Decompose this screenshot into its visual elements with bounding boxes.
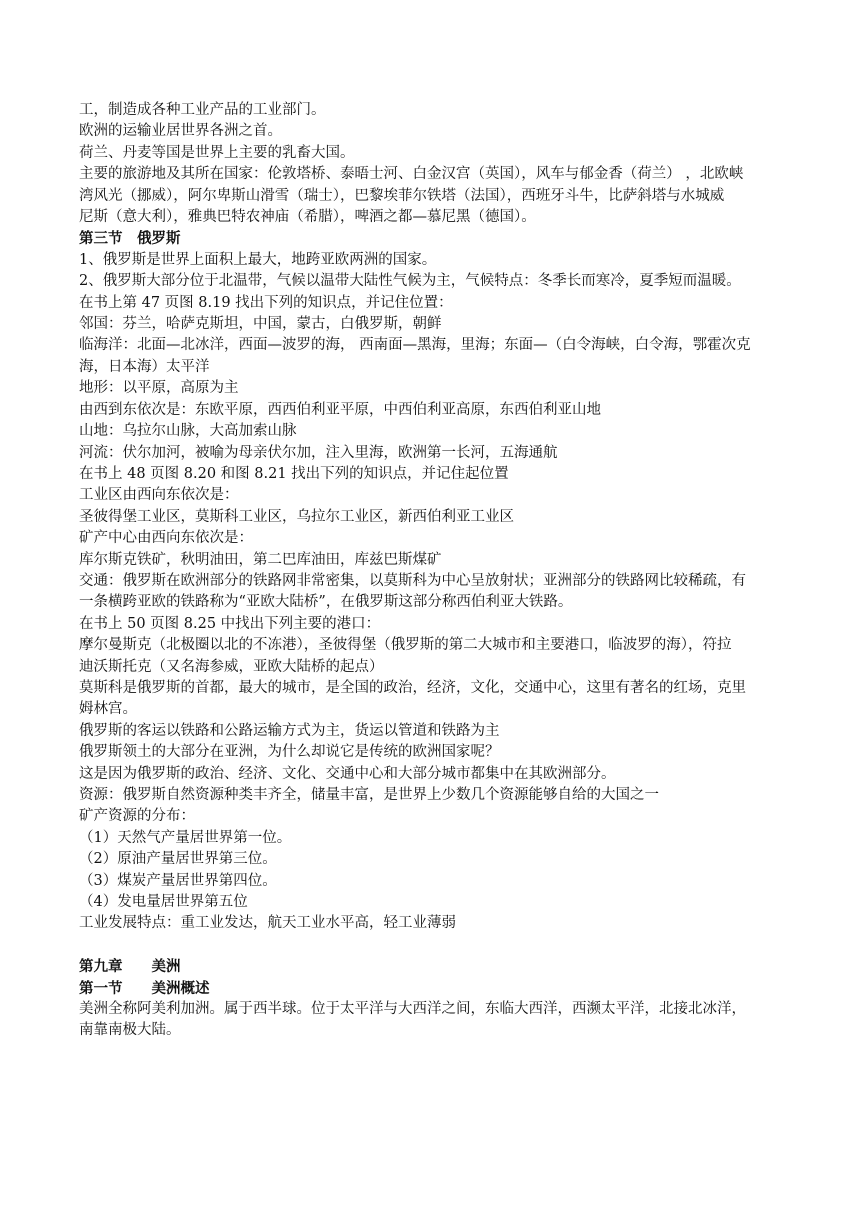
- blank-line: [79, 935, 789, 956]
- text-line: （3）煤炭产量居世界第四位。: [79, 872, 277, 889]
- text-line: 摩尔曼斯克（北极圈以北的不冻港），圣彼得堡（俄罗斯的第二大城市和主要港口，临波罗的海），符拉: [79, 637, 732, 654]
- text-line: 1、俄罗斯是世界上面积上最大，地跨亚欧两洲的国家。: [79, 251, 437, 268]
- text-line: （4）发电量居世界第五位: [79, 894, 248, 911]
- text-line: 俄罗斯的客运以铁路和公路运输方式为主，货运以管道和铁路为主: [79, 722, 500, 739]
- text-line: （2）原油产量居世界第三位。: [79, 851, 277, 868]
- text-line: 美洲全称阿美利加洲。属于西半球。位于太平洋与大西洋之间，东临大西洋，西濒太平洋，北接北冰洋，: [79, 1001, 746, 1018]
- text-line: 湾风光（挪威），阿尔卑斯山滑雪（瑞士），巴黎埃菲尔铁塔（法国），西班牙斗牛，比萨斜塔与水城威: [79, 187, 725, 204]
- text-line: 迪沃斯托克（又名海参威，亚欧大陆桥的起点）: [79, 658, 384, 675]
- text-line: 尼斯（意大利），雅典巴特农神庙（希腊），啤酒之都—慕尼黑（德国）。: [79, 209, 536, 226]
- text-line: 主要的旅游地及其所在国家：伦敦塔桥、泰晤士河、白金汉宫（英国），风车与郁金香（荷兰） ，北欧峡: [79, 166, 744, 183]
- text-line: 莫斯科是俄罗斯的首都，最大的城市，是全国的政治，经济，文化，交通中心，这里有著名的红场，克里: [79, 679, 746, 696]
- text-line: 2、俄罗斯大部分位于北温带，气候以温带大陆性气候为主，气候特点：冬季长而寒冷，夏季短而温暖。: [79, 273, 741, 290]
- text-line: 由西到东依次是：东欧平原，西西伯利亚平原，中西伯利亚高原，东西伯利亚山地: [79, 401, 601, 418]
- text-line: （1）天然气产量居世界第一位。: [79, 829, 292, 846]
- text-line: 欧洲的运输业居世界各洲之首。: [79, 123, 282, 140]
- text-line: 库尔斯克铁矿，秋明油田，第二巴库油田，库兹巴斯煤矿: [79, 551, 442, 568]
- text-line: 工业区由西向东依次是：: [79, 487, 239, 504]
- text-line: 工，制造成各种工业产品的工业部门。: [79, 102, 326, 118]
- text-line: 矿产中心由西向东依次是：: [79, 530, 253, 547]
- text-line: 在书上 48 页图 8.20 和图 8.21 找出下列的知识点，并记住起位置: [79, 465, 509, 482]
- text-line: 矿产资源的分布：: [79, 808, 195, 825]
- text-line: 南靠南极大陆。: [79, 1022, 181, 1039]
- text-line: 在书上第 47 页图 8.19 找出下列的知识点，并记住位置：: [79, 294, 453, 311]
- text-line: 海，日本海）太平洋: [79, 358, 210, 375]
- text-line: 邻国：芬兰，哈萨克斯坦，中国，蒙古，白俄罗斯，朝鲜: [79, 316, 442, 333]
- text-line: 工业发展特点：重工业发达，航天工业水平高，轻工业薄弱: [79, 915, 456, 932]
- text-line: 资源：俄罗斯自然资源种类丰齐全，储量丰富，是世界上少数几个资源能够自给的大国之一: [79, 787, 659, 803]
- text-line: 在书上 50 页图 8.25 中找出下列主要的港口：: [79, 615, 381, 632]
- section-heading: 第一节 美洲概述: [79, 979, 210, 997]
- document-page: [79, 100, 789, 1042]
- text-line: 姆林宫。: [79, 701, 137, 718]
- text-line: 荷兰、丹麦等国是世界上主要的乳畜大国。: [79, 144, 355, 161]
- text-line: 山地：乌拉尔山脉，大高加索山脉: [79, 423, 297, 440]
- text-line: 河流：伏尔加河，被喻为母亲伏尔加，注入里海，欧洲第一长河，五海通航: [79, 444, 558, 461]
- text-line: 这是因为俄罗斯的政治、经济、文化、交通中心和大部分城市都集中在其欧洲部分。: [79, 765, 616, 782]
- text-line: 交通：俄罗斯在欧洲部分的铁路网非常密集，以莫斯科为中心呈放射状；亚洲部分的铁路网比较稀疏，有: [79, 572, 746, 589]
- section-heading: 第三节 俄罗斯: [79, 230, 181, 248]
- text-line: 一条横跨亚欧的铁路称为“亚欧大陆桥”，在俄罗斯这部分称西伯利亚大铁路。: [79, 594, 573, 611]
- text-line: 俄罗斯领土的大部分在亚洲，为什么却说它是传统的欧洲国家呢？: [79, 744, 500, 761]
- text-line: 地形：以平原，高原为主: [79, 380, 239, 397]
- text-line: 临海洋：北面—北冰洋，西面—波罗的海， 西南面—黑海，里海；东面—（白令海峡，白令海，鄂霍次克: [79, 337, 751, 354]
- section-heading: 第九章 美洲: [79, 958, 181, 976]
- text-line: 圣彼得堡工业区，莫斯科工业区，乌拉尔工业区，新西伯利亚工业区: [79, 508, 514, 525]
